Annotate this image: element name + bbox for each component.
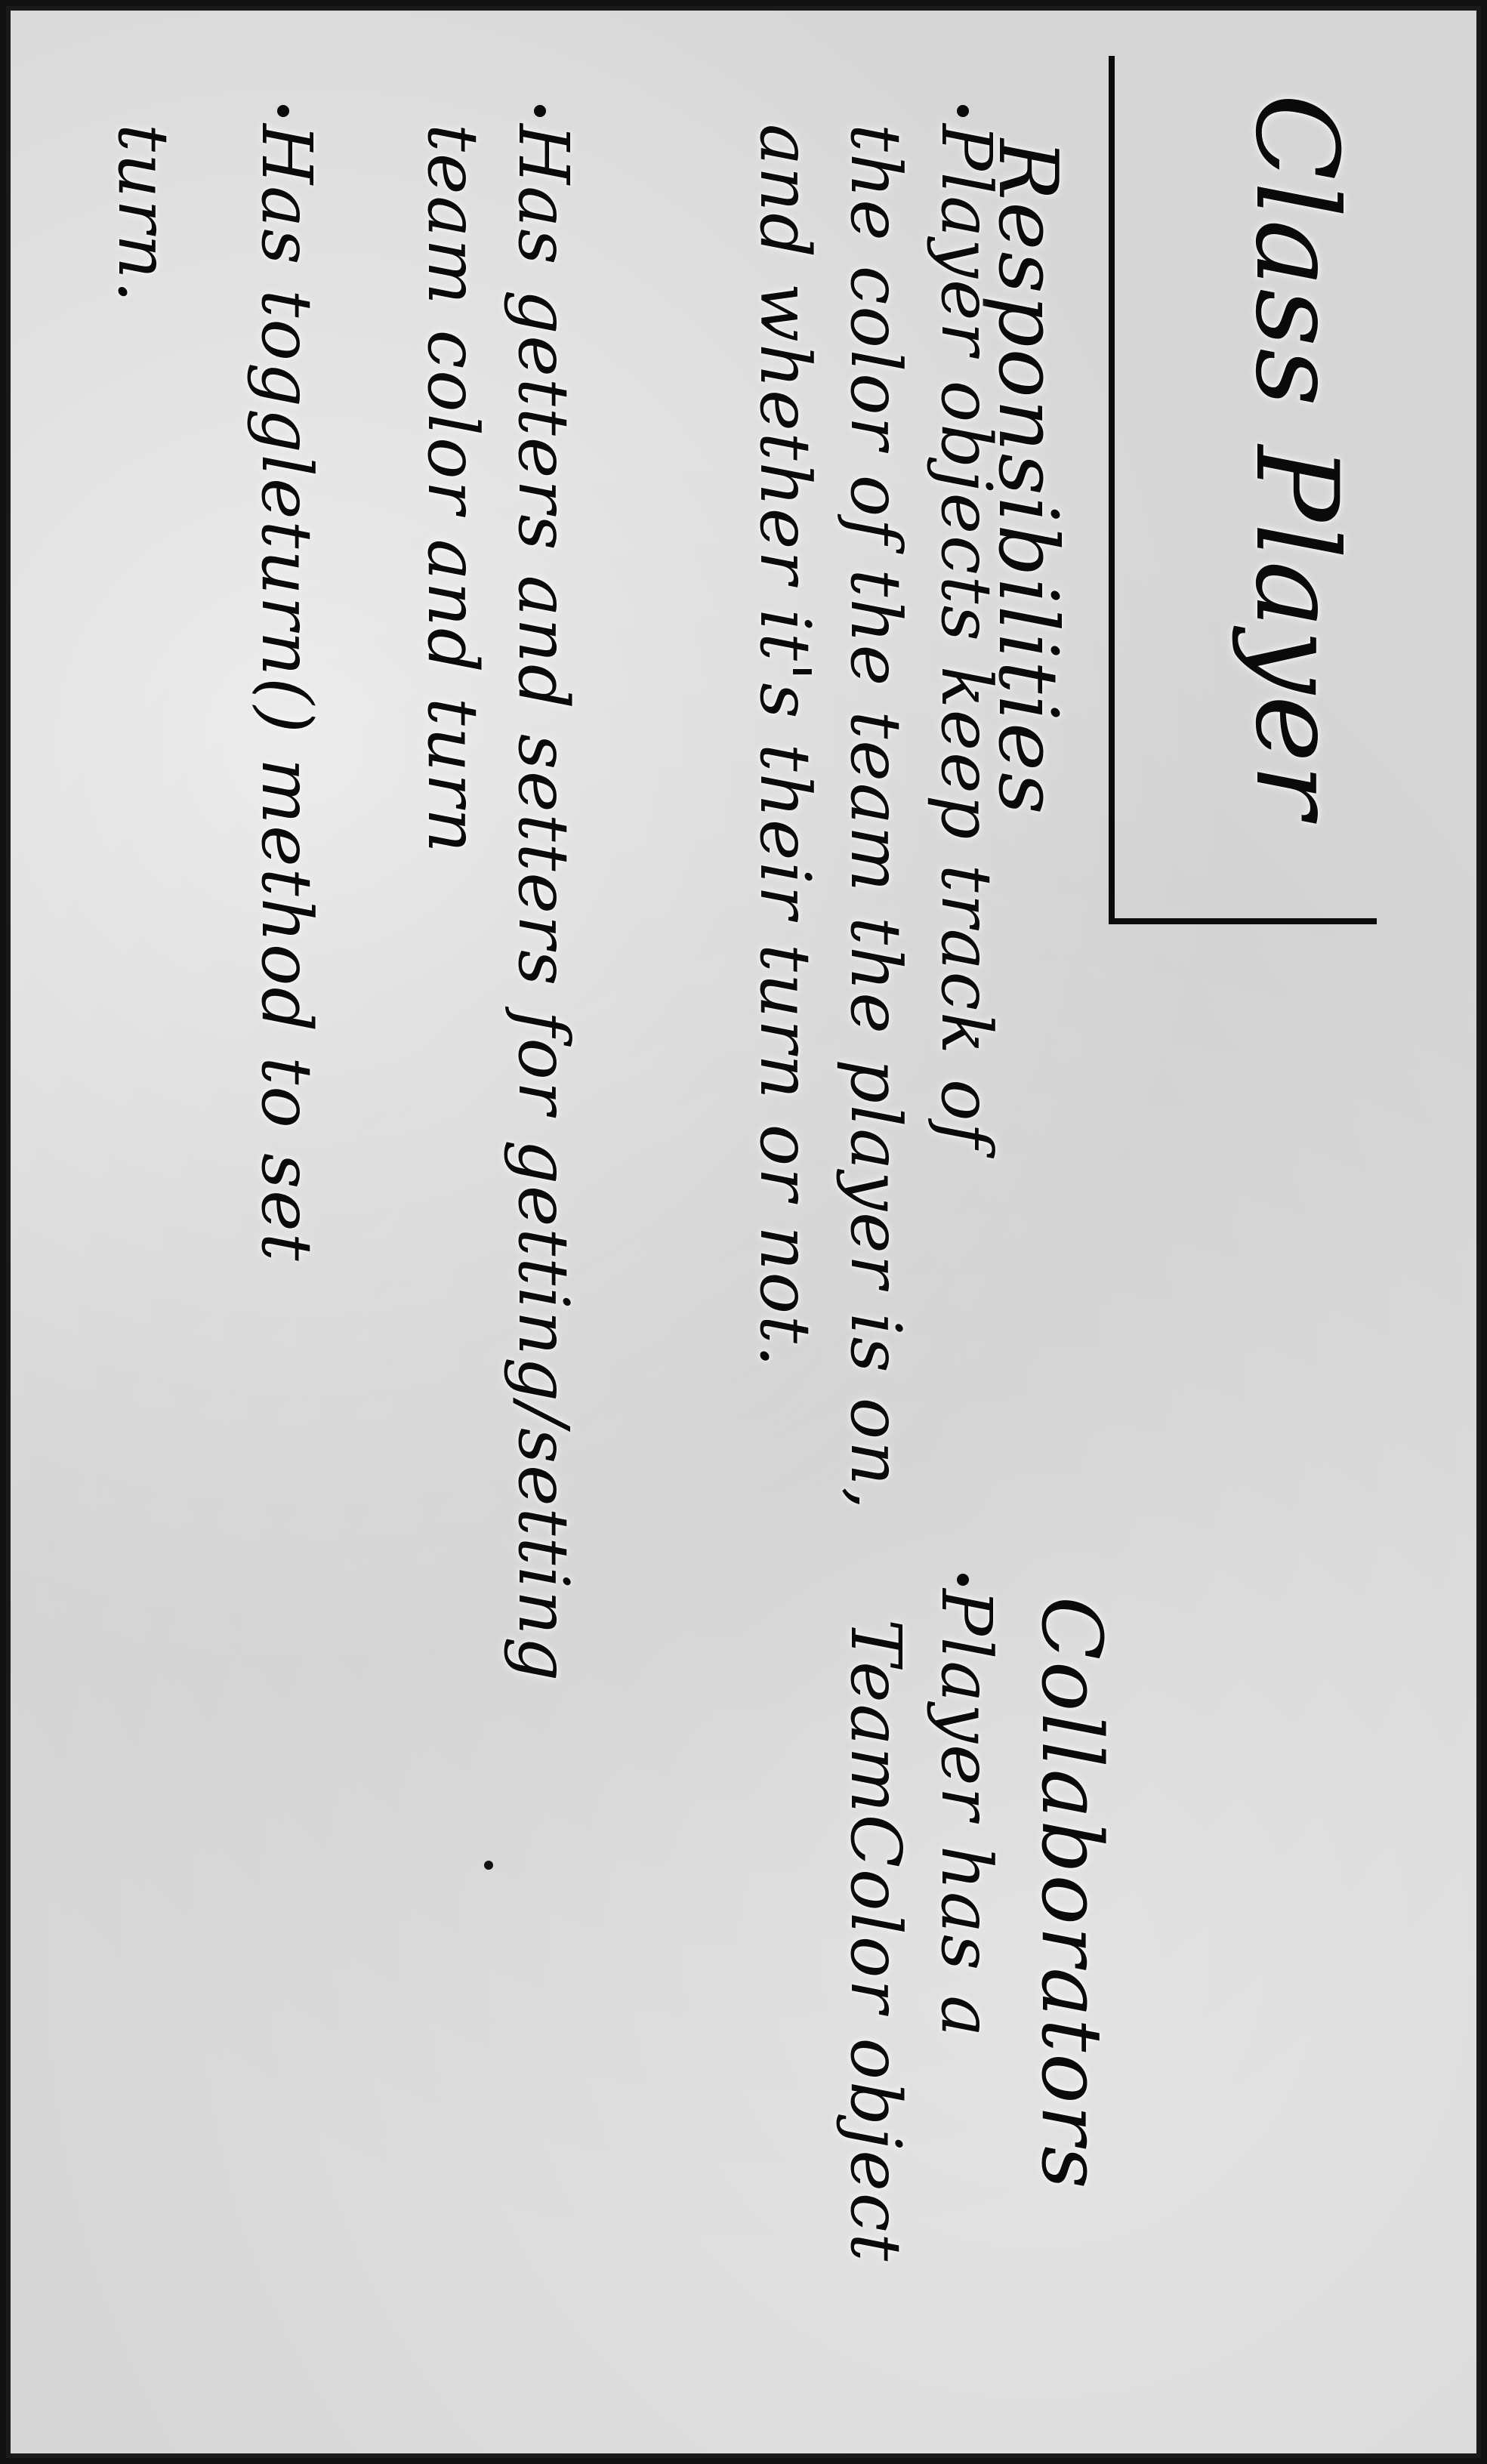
card-title: Class Player <box>1230 94 1362 820</box>
responsibility-line-5: team color and turn <box>412 124 493 855</box>
responsibility-line-4: Has getters and setters for getting/setting <box>503 124 584 1683</box>
crc-index-card <box>6 6 1481 2458</box>
stray-ink-dot <box>484 1861 493 1870</box>
bullet-dot <box>277 105 289 117</box>
responsibility-line-2: the color of the team the player is on, <box>835 124 916 1511</box>
card-writing-surface <box>11 11 1487 2464</box>
bullet-dot <box>534 105 546 117</box>
responsibility-line-1: Player objects keep track of <box>926 124 1007 1150</box>
collaborators-heading: Collaborators <box>1023 1596 1120 2191</box>
responsibility-line-3: and whether it's their turn or not. <box>745 124 825 1369</box>
responsibilities-heading: Responsibilities <box>980 139 1075 816</box>
responsibility-line-6: Has toggleturn() method to set <box>246 124 327 1263</box>
bullet-dot <box>957 1574 969 1586</box>
collaborator-line-1: Player has a <box>926 1589 1007 2039</box>
collaborator-line-2: TeamColor object <box>835 1619 916 2263</box>
responsibility-line-7: turn. <box>103 124 184 304</box>
bullet-dot <box>957 105 969 117</box>
